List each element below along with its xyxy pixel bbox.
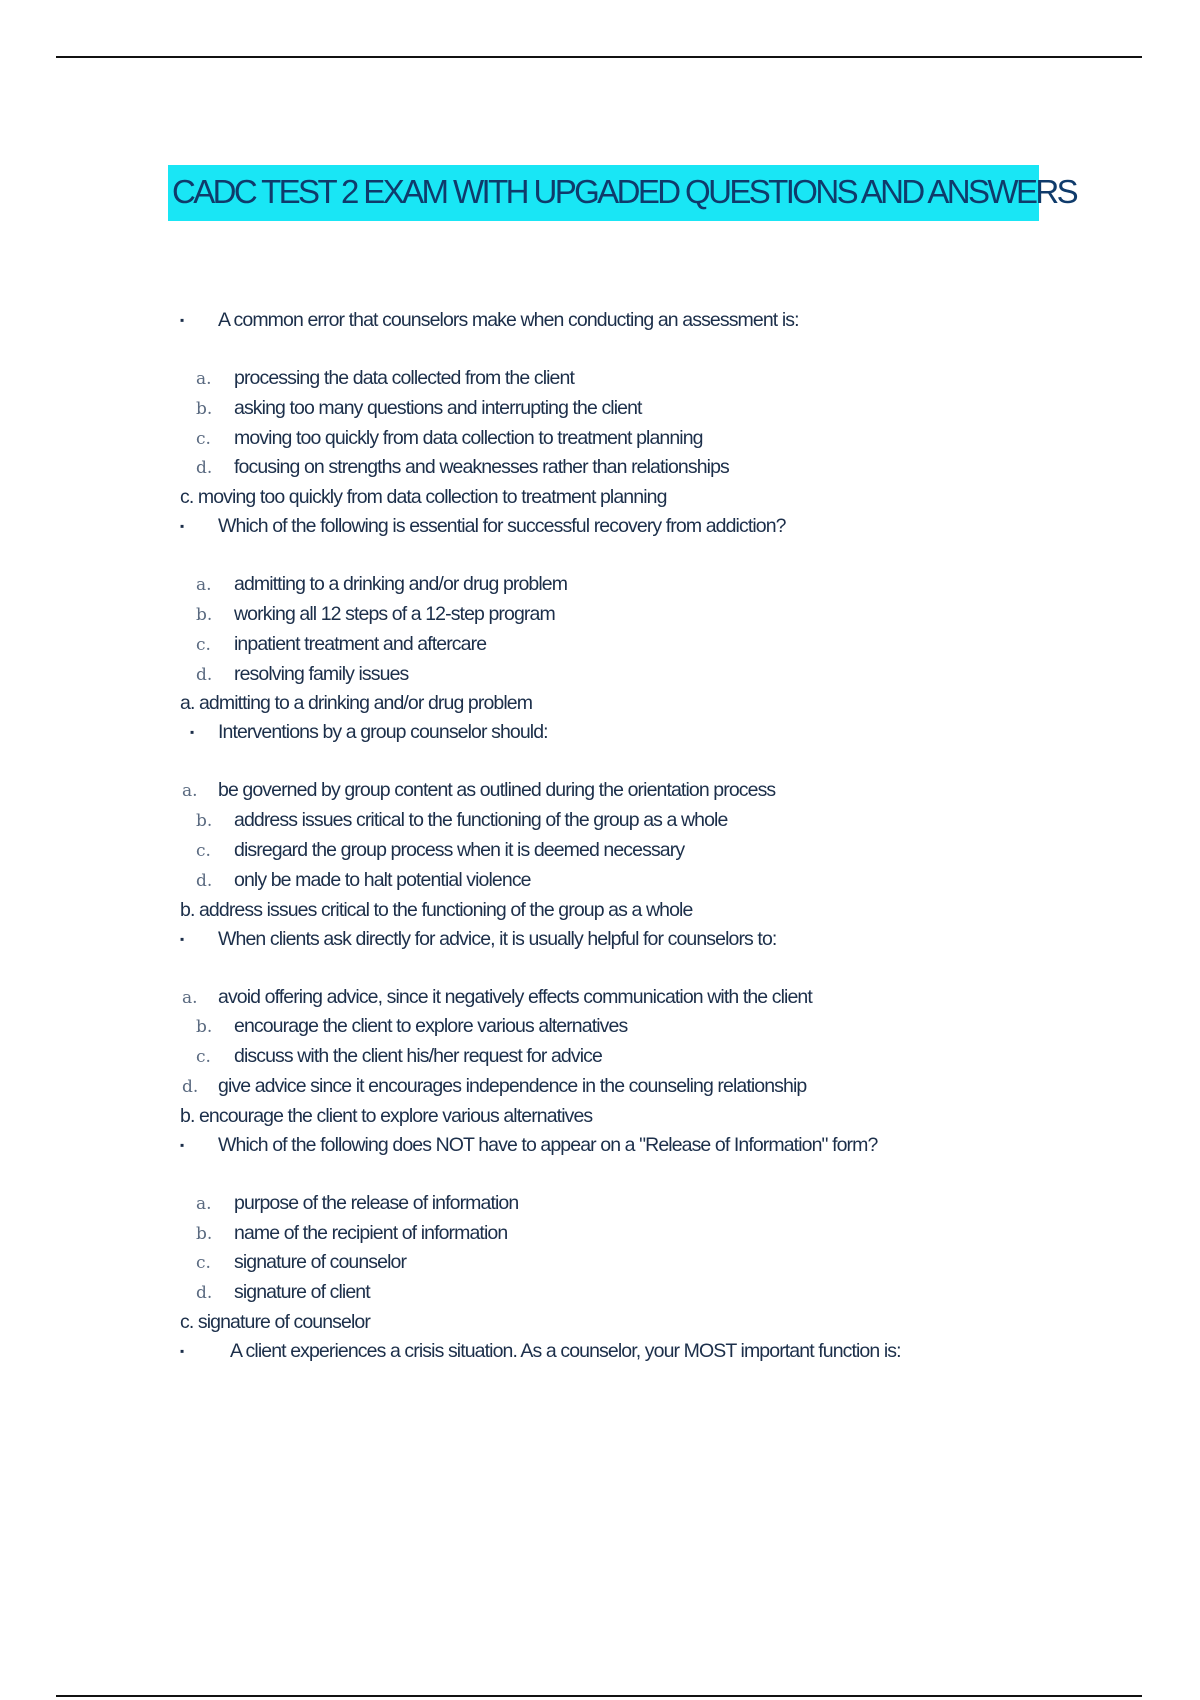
option-text: name of the recipient of information bbox=[234, 1221, 508, 1244]
question-block bbox=[180, 924, 1100, 1130]
question-text: A common error that counselors make when conducting an assessment is: bbox=[218, 309, 799, 331]
answer-option bbox=[180, 629, 1100, 659]
question-list bbox=[180, 305, 1100, 1366]
option-letter: a. bbox=[196, 369, 212, 389]
bullet-icon: ▪ bbox=[180, 313, 184, 327]
question-block bbox=[180, 717, 1100, 923]
option-text: moving too quickly from data collection to treatment planning bbox=[234, 426, 703, 449]
answer-option bbox=[180, 1041, 1100, 1071]
option-letter: c. bbox=[196, 1047, 211, 1068]
question-block bbox=[180, 1130, 1100, 1336]
answer-option bbox=[180, 1011, 1100, 1041]
answer-option bbox=[180, 599, 1100, 629]
header-rule bbox=[56, 56, 1142, 58]
option-text: admitting to a drinking and/or drug problem bbox=[234, 573, 568, 596]
answer-option bbox=[180, 659, 1100, 689]
question-block bbox=[180, 1336, 1100, 1366]
option-letter: c. bbox=[196, 634, 211, 655]
option-letter: b. bbox=[196, 398, 213, 419]
option-letter: a. bbox=[182, 987, 198, 1008]
option-text: give advice since it encourages independence in the counseling relationship bbox=[218, 1074, 807, 1097]
option-letter: a. bbox=[182, 781, 198, 802]
option-letter: d. bbox=[196, 664, 213, 685]
answer-option bbox=[180, 363, 1100, 393]
question-block bbox=[180, 511, 1100, 717]
answer-option bbox=[180, 835, 1100, 865]
bullet-icon: ▪ bbox=[190, 725, 194, 740]
answer-option bbox=[180, 393, 1100, 423]
bullet-icon: ▪ bbox=[180, 1343, 184, 1358]
question bbox=[180, 924, 1100, 954]
footer-rule bbox=[56, 1695, 1142, 1697]
answer-option bbox=[180, 982, 1100, 1012]
answer-option bbox=[180, 805, 1100, 835]
option-text: only be made to halt potential violence bbox=[234, 868, 531, 891]
option-letter: d. bbox=[196, 870, 213, 891]
option-text: address issues critical to the functioning of the group as a whole bbox=[234, 809, 728, 832]
answer-option bbox=[180, 1218, 1100, 1248]
option-text: resolving family issues bbox=[234, 662, 409, 685]
option-letter: b. bbox=[196, 811, 213, 832]
correct-answer: c. signature of counselor bbox=[180, 1310, 370, 1333]
option-letter: a. bbox=[196, 1193, 212, 1214]
question-text: Which of the following does NOT have to appear on a "Release of Information" form? bbox=[218, 1133, 878, 1156]
answer-option bbox=[180, 1277, 1100, 1307]
correct-answer: a. admitting to a drinking and/or drug problem bbox=[180, 692, 533, 715]
answer-option bbox=[180, 452, 1100, 482]
option-letter: b. bbox=[196, 1223, 213, 1244]
question bbox=[180, 511, 1100, 541]
answer-option bbox=[180, 1188, 1100, 1218]
option-text: signature of counselor bbox=[234, 1251, 407, 1274]
bullet-icon: ▪ bbox=[180, 931, 184, 946]
option-text: inpatient treatment and aftercare bbox=[234, 632, 487, 655]
question-text: Which of the following is essential for successful recovery from addiction? bbox=[218, 515, 786, 538]
option-text: working all 12 steps of a 12-step program bbox=[234, 602, 555, 625]
option-letter: c. bbox=[196, 428, 211, 449]
option-letter: b. bbox=[196, 1017, 213, 1038]
question-text: When clients ask directly for advice, it is usually helpful for counselors to: bbox=[218, 927, 777, 950]
correct-answer: c. moving too quickly from data collection to treatment planning bbox=[180, 486, 667, 509]
option-letter: a. bbox=[196, 575, 212, 596]
option-text: signature of client bbox=[234, 1281, 370, 1304]
answer-option bbox=[180, 865, 1100, 895]
option-text: processing the data collected from the client bbox=[234, 367, 574, 389]
question-text: Interventions by a group counselor should: bbox=[218, 721, 548, 744]
option-text: avoid offering advice, since it negatively effects communication with the client bbox=[218, 985, 812, 1008]
answer-option bbox=[180, 1247, 1100, 1277]
correct-answer: b. encourage the client to explore various alternatives bbox=[180, 1104, 593, 1127]
title-highlight bbox=[168, 165, 1077, 221]
option-text: asking too many questions and interrupting the client bbox=[234, 396, 642, 419]
question-text: A client experiences a crisis situation. As a counselor, your MOST important function is: bbox=[230, 1339, 901, 1362]
option-text: encourage the client to explore various alternatives bbox=[234, 1015, 628, 1038]
answer-option bbox=[180, 423, 1100, 453]
answer-option bbox=[180, 775, 1100, 805]
answer-option bbox=[180, 1071, 1100, 1101]
document-title: CADC TEST 2 EXAM WITH UPGADED QUESTIONS AND ANSWERS bbox=[172, 173, 1077, 210]
option-text: focusing on strengths and weaknesses rather than relationships bbox=[234, 456, 729, 479]
question bbox=[180, 305, 1100, 335]
question-block bbox=[180, 305, 1100, 511]
option-letter: c. bbox=[196, 1253, 211, 1274]
option-letter: d. bbox=[196, 1283, 213, 1304]
option-text: disregard the group process when it is deemed necessary bbox=[234, 838, 685, 861]
bullet-icon: ▪ bbox=[180, 1137, 184, 1152]
option-letter: d. bbox=[182, 1076, 199, 1097]
option-text: be governed by group content as outlined during the orientation process bbox=[218, 779, 776, 802]
question bbox=[180, 1336, 1100, 1366]
question bbox=[180, 717, 1100, 747]
option-text: purpose of the release of information bbox=[234, 1191, 519, 1214]
option-letter: c. bbox=[196, 840, 211, 861]
correct-answer: b. address issues critical to the functioning of the group as a whole bbox=[180, 898, 693, 921]
answer-option bbox=[180, 569, 1100, 599]
bullet-icon: ▪ bbox=[180, 519, 184, 534]
option-text: discuss with the client his/her request for advice bbox=[234, 1045, 602, 1068]
option-letter: d. bbox=[196, 458, 213, 479]
question bbox=[180, 1130, 1100, 1160]
option-letter: b. bbox=[196, 604, 213, 625]
